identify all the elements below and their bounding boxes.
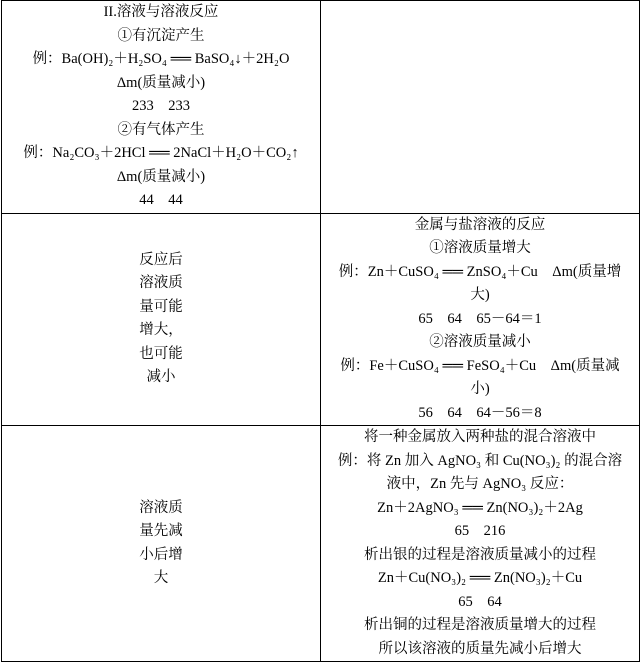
table-row <box>2 426 640 662</box>
mass-values: 233 233 <box>132 98 190 114</box>
mass-values: 65 64 65－64＝1 <box>418 310 542 327</box>
equation-line-continued: 大) <box>470 287 490 303</box>
equation-line-continued: 小) <box>470 381 490 397</box>
equation-line: Zn＋Cu(NO₃)₂ ══ Zn(NO₃)₂＋Cu <box>377 570 583 586</box>
case-title: ②有气体产生 <box>117 121 205 138</box>
explanation-line: 析出银的过程是溶液质量减小的过程 <box>364 546 596 563</box>
conclusion-line: 减小 <box>146 369 176 386</box>
cell-conclusion <box>2 426 321 662</box>
example-line-continued: 液中，Zn 先与 AgNO₃ 反应： <box>386 476 574 492</box>
table-row <box>2 213 640 426</box>
example-line: 例：将 Zn 加入 AgNO₃ 和 Cu(NO₃)₂ 的混合溶 <box>337 452 623 469</box>
conclusion-line: 大 <box>153 570 169 586</box>
section-heading: 将一种金属放入两种盐的混合溶液中 <box>364 429 596 445</box>
conclusion-line: 增大， <box>139 322 183 339</box>
equation-line: Zn＋2AgNO₃ ══ Zn(NO₃)₂＋2Ag <box>377 499 583 516</box>
case-title: ②溶液质量减小 <box>429 334 531 350</box>
comparison-table <box>1 0 640 662</box>
mass-values: 56 64 64－56＝8 <box>418 404 542 421</box>
conclusion-line: 量可能 <box>139 298 183 315</box>
conclusion-line: 小后增 <box>139 546 183 563</box>
conclusion-line: 量先减 <box>139 523 183 539</box>
explanation-line: 析出铜的过程是溶液质量增大的过程 <box>364 617 596 633</box>
table-row <box>2 1 640 214</box>
case-title: ①有沉淀产生 <box>117 27 205 44</box>
conclusion-line: 溶液质 <box>139 275 183 292</box>
case-title: ①溶液质量增大 <box>429 240 531 256</box>
section-heading: II.溶液与溶液反应 <box>103 4 219 20</box>
cell-conclusion <box>2 213 321 426</box>
equation-line: 例：Fe＋CuSO₄ ══ FeSO₄＋Cu Δm(质量减 <box>340 357 620 374</box>
conclusion-line: 也可能 <box>139 345 183 362</box>
equation-line: 例：Na₂CO₃＋2HCl ══ 2NaCl＋H₂O＋CO₂↑ <box>23 145 299 161</box>
section-heading: 金属与盐溶液的反应 <box>414 216 546 233</box>
cell-solution-solution-reaction <box>2 1 321 214</box>
delta-m-note: Δm(质量减小) <box>116 74 206 91</box>
mass-values: 65 64 <box>458 593 502 610</box>
summary-line: 所以该溶液的质量先减小后增大 <box>378 640 582 657</box>
cell-metal-salt-reaction <box>321 213 640 426</box>
mass-values: 44 44 <box>139 192 183 208</box>
conclusion-line: 反应后 <box>139 251 183 268</box>
conclusion-line: 溶液质 <box>139 499 183 516</box>
empty-cell <box>321 1 640 214</box>
delta-m-note: Δm(质量减小) <box>116 168 206 185</box>
equation-line: 例：Zn＋CuSO₄ ══ ZnSO₄＋Cu Δm(质量增 <box>338 263 622 280</box>
mass-values: 65 216 <box>454 523 506 539</box>
cell-mixed-salt-reaction <box>321 426 640 662</box>
equation-line: 例：Ba(OH)₂＋H₂SO₄ ══ BaSO₄↓＋2H₂O <box>32 51 290 67</box>
